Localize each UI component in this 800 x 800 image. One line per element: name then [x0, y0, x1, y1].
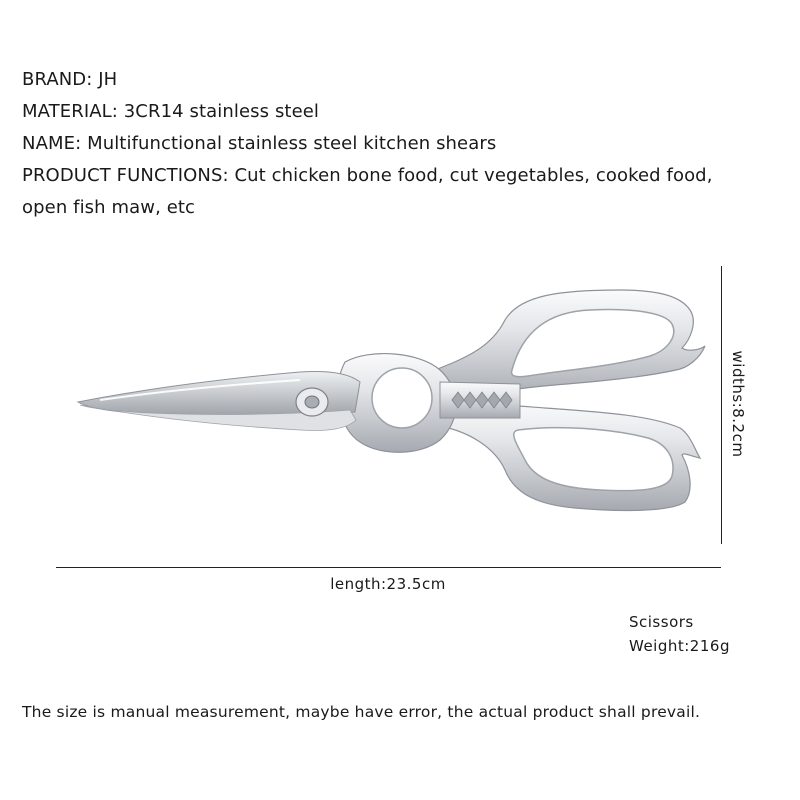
width-label: widths:8.2cm — [729, 350, 747, 458]
item-name: Scissors — [629, 613, 694, 631]
width-dimension-line — [721, 266, 722, 544]
material-line: MATERIAL: 3CR14 stainless steel — [22, 101, 320, 122]
length-dimension-line — [56, 567, 721, 568]
item-weight: Weight:216g — [629, 637, 730, 655]
functions-line-1: PRODUCT FUNCTIONS: Cut chicken bone food, cut vegetables, cooked food, — [22, 165, 713, 186]
name-line: NAME: Multifunctional stainless steel kitchen shears — [22, 133, 497, 154]
product-specs — [22, 64, 782, 224]
disclaimer: The size is manual measurement, maybe have error, the actual product shall prevail. — [22, 703, 701, 721]
pivot-hole — [372, 368, 432, 428]
functions-line-2: open fish maw, etc — [22, 197, 196, 218]
brand-line: BRAND: JH — [22, 69, 118, 90]
kitchen-shears-image — [0, 250, 800, 570]
product-image — [0, 250, 800, 570]
length-label: length:23.5cm — [330, 575, 446, 593]
weight-info — [629, 610, 730, 658]
